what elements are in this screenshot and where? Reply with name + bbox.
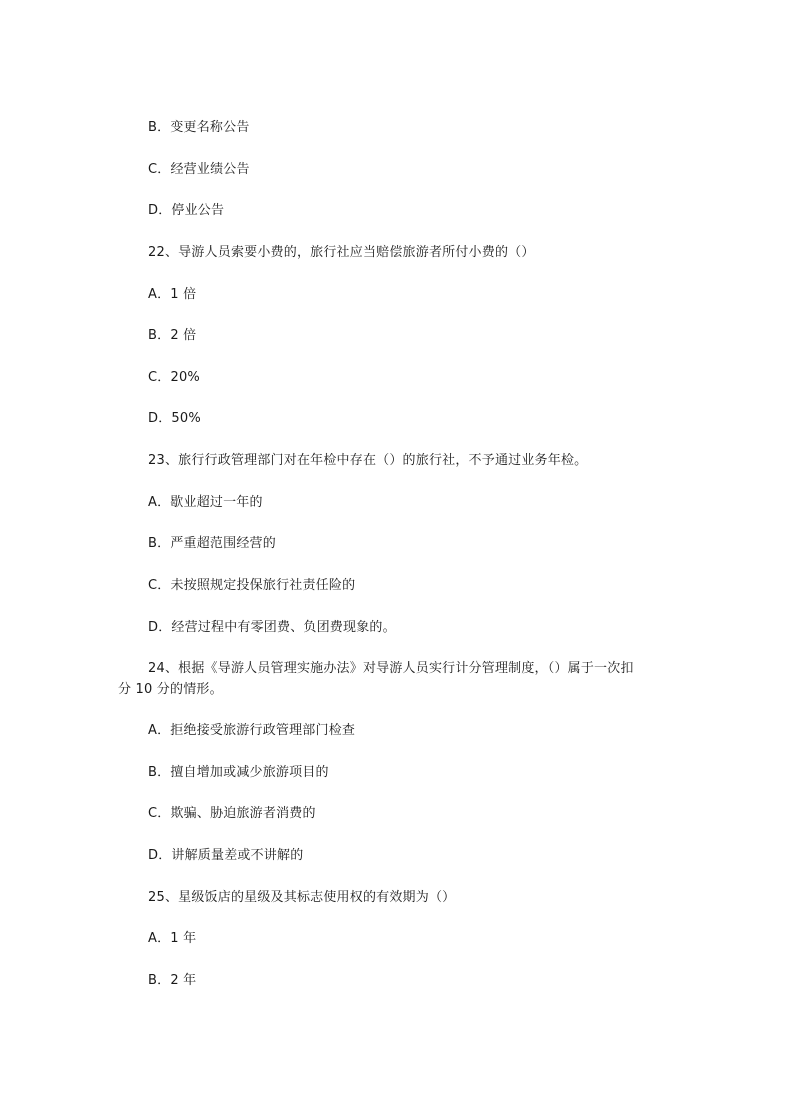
option-b-q25: B．2 年 <box>148 973 197 988</box>
question-22: 22、导游人员索要小费的，旅行社应当赔偿旅游者所付小费的（） <box>148 245 535 260</box>
option-b-q22: B．2 倍 <box>148 328 197 343</box>
option-d-q23: D．经营过程中有零团费、负团费现象的。 <box>148 620 396 635</box>
option-c-q21: C．经营业绩公告 <box>148 162 250 177</box>
option-b-q21: B．变更名称公告 <box>148 120 250 135</box>
option-a-q22: A．1 倍 <box>148 287 197 302</box>
question-25: 25、星级饭店的星级及其标志使用权的有效期为（） <box>148 890 456 905</box>
option-c-q22: C．20% <box>148 370 200 385</box>
option-d-q24: D．讲解质量差或不讲解的 <box>148 848 304 863</box>
option-d-q22: D．50% <box>148 411 201 426</box>
option-c-q24: C．欺骗、胁迫旅游者消费的 <box>148 806 316 821</box>
option-b-q23: B．严重超范围经营的 <box>148 536 276 551</box>
option-a-q23: A．歇业超过一年的 <box>148 495 263 510</box>
option-a-q24: A．拒绝接受旅游行政管理部门检查 <box>148 723 356 738</box>
option-d-q21: D．停业公告 <box>148 203 225 218</box>
question-24: 24、根据《导游人员管理实施办法》对导游人员实行计分管理制度，（）属于一次扣 <box>148 661 634 676</box>
question-23: 23、旅行行政管理部门对在年检中存在（）的旅行社，不予通过业务年检。 <box>148 453 588 468</box>
option-b-q24: B．擅自增加或减少旅游项目的 <box>148 765 329 780</box>
option-c-q23: C．未按照规定投保旅行社责任险的 <box>148 578 356 593</box>
option-a-q25: A．1 年 <box>148 931 197 946</box>
question-24-continued: 分 10 分的情形。 <box>118 682 223 697</box>
